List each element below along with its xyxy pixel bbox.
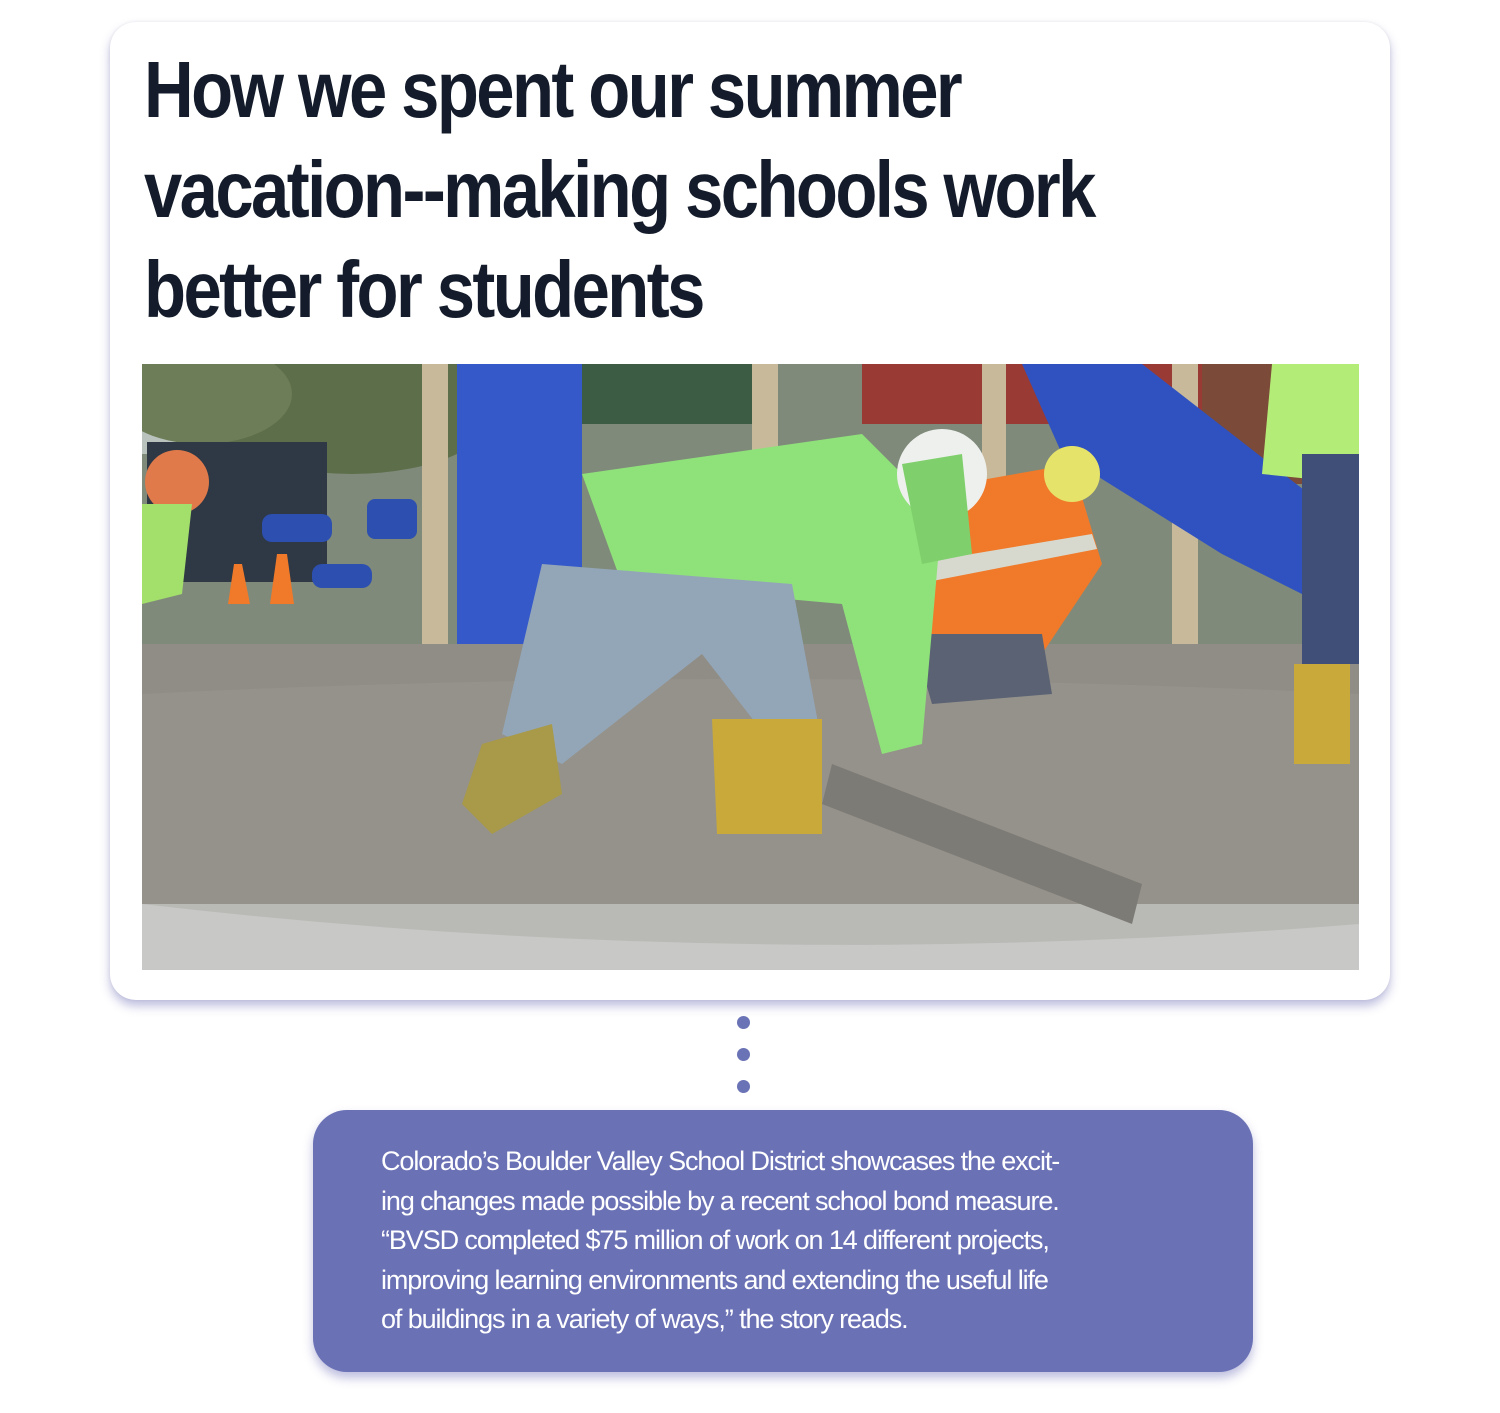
article-photo [142,364,1359,970]
article-card [110,22,1390,1000]
connector-dot [737,1048,750,1061]
connector-dot [737,1016,750,1029]
caption-box [313,1110,1253,1372]
vertical-dots-icon [737,1016,751,1094]
construction-workers-photo [142,364,1359,970]
caption-text: Colorado’s Boulder Valley School District showcases the excit- ing changes made possible by a recent school bond measure. “BVSD completed $75 million of work on 14 different projects, improving learning environments and extending the useful life of buildings in a variety of ways,” the story reads. [381,1146,1060,1334]
article-headline: How we spent our summer vacation--making schools work better for students [144,45,1094,334]
connector-dot [737,1080,750,1093]
